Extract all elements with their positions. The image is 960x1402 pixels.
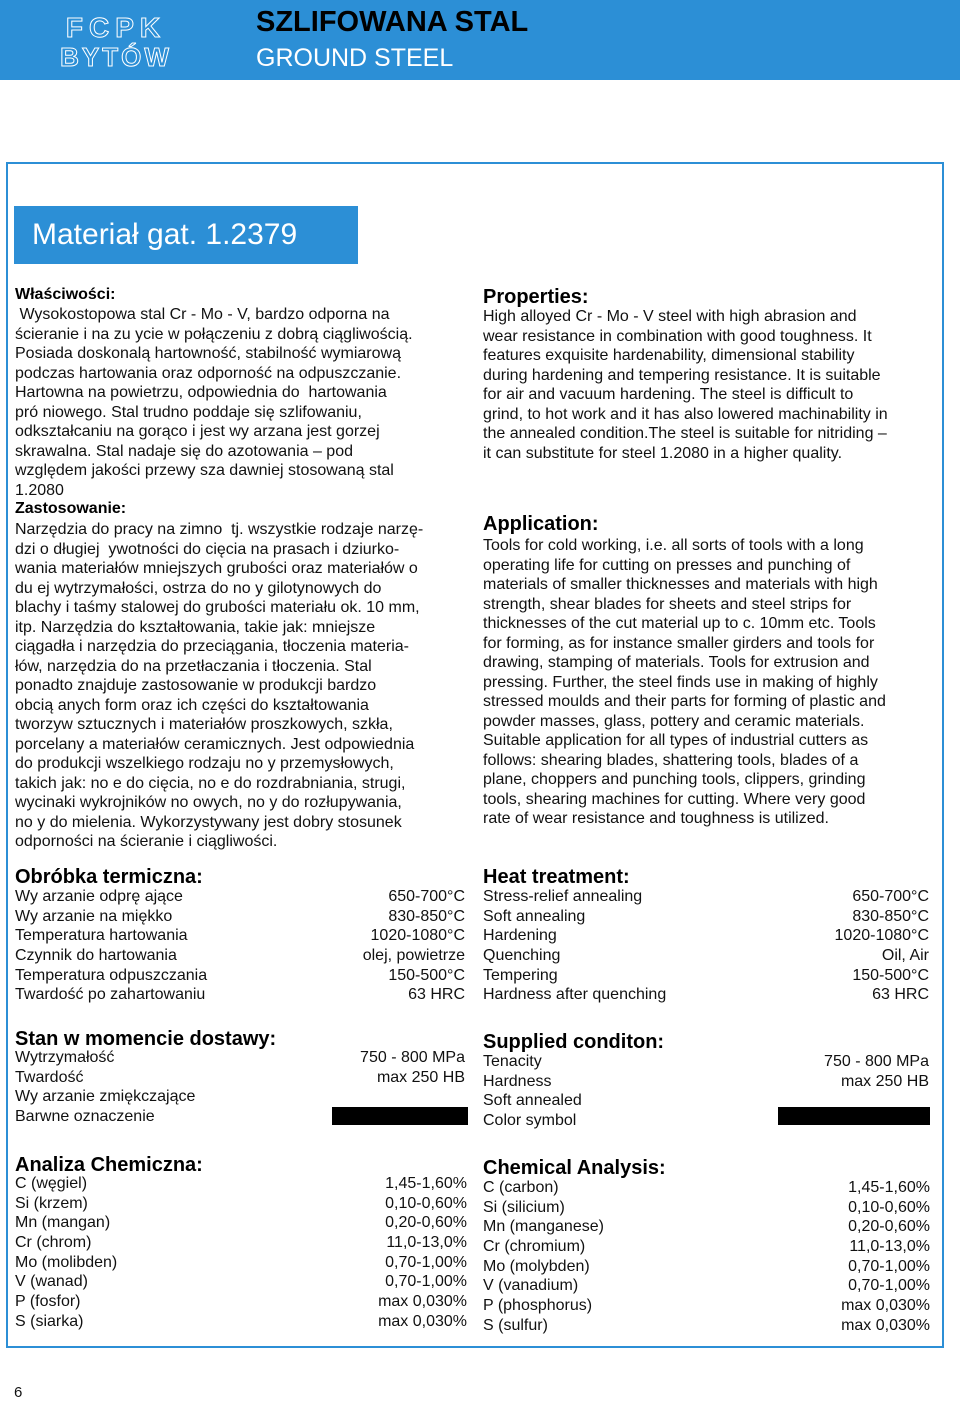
row-value: 1020-1080°C	[370, 927, 465, 945]
text-line: for forming, as for instance smaller girders and tools for	[483, 634, 875, 652]
table-row	[15, 1195, 467, 1215]
row-value: 63 HRC	[872, 986, 929, 1004]
table-row	[15, 1293, 467, 1313]
material-label: Materiał gat. 1.2379	[14, 206, 358, 264]
chem-heading-pl: Analiza Chemiczna:	[15, 1154, 203, 1176]
row-label: Cr (chrom)	[15, 1234, 92, 1252]
supply-heading-pl: Stan w momencie dostawy:	[15, 1028, 277, 1050]
text-line: pressing. Further, the steel finds use in making of highly	[483, 673, 878, 691]
row-label: S (sulfur)	[483, 1316, 548, 1334]
row-value: 0,70-1,00%	[848, 1277, 930, 1295]
row-value: 0,70-1,00%	[848, 1257, 930, 1275]
text-line: Suitable application for all types of industrial cutters as	[483, 732, 869, 749]
row-value: 0,20-0,60%	[848, 1218, 930, 1236]
text-line: tworzyw sztucznych i materiałów proszkowych, szkła,	[15, 716, 393, 733]
table-row	[15, 1234, 467, 1254]
properties-text-pl	[15, 305, 465, 500]
text-line: obcią anych form oraz ich części do kształtowania	[15, 696, 369, 714]
chem-table-pl	[15, 1175, 467, 1333]
row-value: 150-500°C	[388, 966, 465, 984]
row-value: 11,0-13,0%	[386, 1234, 467, 1252]
row-value: 63 HRC	[408, 986, 465, 1004]
row-label: Temperatura hartowania	[15, 927, 188, 945]
text-line: during hardening and tempering resistance. It is suitable	[483, 366, 881, 384]
row-label: Wytrzymałość	[15, 1049, 115, 1066]
row-value: 1,45-1,60%	[848, 1179, 930, 1196]
row-value: 0,70-1,00%	[385, 1273, 467, 1291]
text-line: 1.2080	[15, 481, 64, 499]
table-row	[483, 1218, 930, 1238]
chem-table-en	[483, 1179, 930, 1337]
table-row	[483, 927, 929, 947]
row-value: max 250 HB	[376, 1068, 465, 1086]
row-label: Twardość	[15, 1068, 84, 1086]
table-row	[483, 888, 929, 908]
row-label: Si (silicium)	[483, 1198, 565, 1216]
table-row	[483, 986, 929, 1006]
row-value: 1020-1080°C	[834, 927, 929, 945]
row-value: 0,70-1,00%	[385, 1253, 467, 1271]
row-label: Cr (chromium)	[483, 1238, 586, 1256]
row-label: Mn (manganese)	[483, 1218, 604, 1236]
text-line: względem jakości przewy sza dawniej stosowaną stal	[15, 462, 394, 479]
text-line: łów, narzędzia do na przetłaczania i tłoczenia. Stal	[15, 657, 372, 675]
row-label: Tenacity	[483, 1053, 542, 1070]
row-label: Mo (molibden)	[15, 1253, 118, 1271]
table-row	[483, 1277, 930, 1297]
row-label: Hardness	[483, 1072, 552, 1090]
text-line: Hartowna na powietrzu, odpowiednia do hartowania	[15, 384, 387, 401]
text-line: ciągadła i narzędzia do przeciągania, tłoczenia materia-	[15, 638, 409, 655]
row-label: Color symbol	[483, 1112, 577, 1130]
row-label: C (węgiel)	[15, 1175, 88, 1192]
table-row	[15, 1313, 467, 1333]
logo-line-1: FCPK	[65, 12, 167, 43]
text-line: tools, shearing machines for cutting. Where very good	[483, 790, 866, 808]
logo-line-2: BYTÓW	[60, 42, 172, 72]
text-line: operating life for cutting on presses and punching of	[483, 556, 851, 574]
row-label: Wy arzanie odprę ające	[15, 888, 183, 905]
row-label: Wy arzanie na miękko	[15, 907, 173, 925]
text-line: follows: shearing blades, shattering tools, blades of a	[483, 751, 859, 769]
page-number: 6	[14, 1384, 23, 1401]
row-value: 0,10-0,60%	[385, 1194, 467, 1212]
supply-heading-en: Supplied conditon:	[483, 1031, 665, 1053]
table-row	[15, 927, 465, 947]
row-value: Oil, Air	[881, 947, 929, 965]
row-label: Hardness after quenching	[483, 986, 667, 1004]
row-label: P (fosfor)	[15, 1293, 81, 1311]
heat-heading-pl: Obróbka termiczna:	[15, 866, 203, 888]
row-value: 830-850°C	[388, 907, 465, 925]
text-line: stressed moulds and their parts for forming of plastic and	[483, 693, 886, 710]
table-row	[483, 947, 929, 967]
text-line: itp. Narzędzia do kształtowania, takie jak: mniejsze	[15, 618, 376, 636]
page-title-pl: SZLIFOWANA STAL	[256, 6, 529, 38]
text-line: it can substitute for steel 1.2080 in a higher quality.	[483, 444, 843, 462]
row-label: Stress-relief annealing	[483, 888, 643, 905]
table-row	[483, 967, 929, 987]
row-value: 750 - 800 MPa	[360, 1049, 465, 1066]
row-label: Soft annealing	[483, 907, 586, 925]
row-label: Temperatura odpuszczania	[15, 966, 208, 984]
row-value: max 0,030%	[378, 1312, 467, 1330]
text-line: thicknesses of the cut material up to c. 10mm etc. Tools	[483, 615, 876, 632]
table-row	[483, 1317, 930, 1337]
row-value: 650-700°C	[388, 888, 465, 905]
table-row	[483, 1179, 930, 1199]
text-line: wycinaki wykrojników no owych, no y do rozłupywania,	[15, 794, 402, 811]
text-line: powder masses, glass, pottery and ceramic materials.	[483, 712, 865, 730]
text-line: materials of smaller thicknesses and materials with high	[483, 576, 878, 593]
text-line: ścieranie i na zu ycie w połączeniu z dobrą ciągliwością.	[15, 325, 413, 343]
color-symbol-swatch-pl	[332, 1107, 468, 1125]
row-label: P (phosphorus)	[483, 1297, 593, 1315]
properties-heading-pl: Właściwości:	[15, 286, 116, 303]
text-line: odporności na ścieranie i ciągliwości.	[15, 833, 278, 850]
row-value: 150-500°C	[852, 966, 929, 984]
row-label: Twardość po zahartowaniu	[15, 986, 206, 1004]
table-row	[15, 947, 465, 967]
table-row	[15, 908, 465, 928]
text-line: the annealed condition.The steel is suitable for nitriding –	[483, 425, 887, 442]
text-line: takich jak: no e do cięcia, no e do rozdrabniania, strugi,	[15, 774, 406, 792]
text-line: blachy i taśmy stalowej do grubości materiału ok. 10 mm,	[15, 599, 420, 616]
text-line: odkształcaniu na gorąco i jest wy arzana jest gorzej	[15, 423, 380, 440]
text-line: dzi o długiej ywotności do cięcia na prasach i dziurko-	[15, 540, 400, 558]
table-row	[483, 1199, 930, 1219]
company-logo	[28, 8, 204, 70]
text-line: no y do mielenia. Wykorzystywany jest dobry stosunek	[15, 813, 402, 831]
text-line: wania materiałów mniejszych grubości oraz materiałów o	[15, 560, 418, 577]
application-text-pl	[15, 520, 465, 852]
text-line: for air and vacuum hardening. The steel is difficult to	[483, 386, 854, 403]
row-label: Tempering	[483, 966, 558, 984]
row-label: Soft annealed	[483, 1092, 582, 1110]
text-line: porcelany a materiałów ceramicznych. Jest odpowiednia	[15, 735, 415, 753]
row-label: V (vanadium)	[483, 1277, 579, 1295]
row-value: max 0,030%	[378, 1293, 467, 1311]
table-row	[15, 1069, 465, 1089]
table-row	[483, 1238, 930, 1258]
row-value: 0,20-0,60%	[385, 1214, 467, 1232]
table-row	[15, 1214, 467, 1234]
table-row	[15, 1273, 467, 1293]
text-line: High alloyed Cr - Mo - V steel with high abrasion and	[483, 308, 857, 325]
row-value: 650-700°C	[852, 888, 929, 905]
text-line: ponadto znajduje zastosowanie w produkcji bardzo	[15, 677, 377, 694]
row-label: Quenching	[483, 947, 561, 965]
text-line: skrawalna. Stal nadaje się do azotowania – pod	[15, 442, 353, 460]
text-line: wear resistance in combination with good toughness. It	[483, 327, 872, 345]
row-value: 830-850°C	[852, 907, 929, 925]
properties-text-en	[483, 307, 933, 463]
table-row	[483, 1053, 929, 1073]
text-line: do produkcji wszelkiego rodzaju no y przemysłowych,	[15, 755, 394, 772]
row-value: max 0,030%	[841, 1316, 930, 1334]
color-symbol-swatch-en	[778, 1107, 930, 1125]
row-label: Hardening	[483, 927, 557, 945]
table-row	[483, 1258, 930, 1278]
application-text-en	[483, 536, 933, 829]
text-line: features exquisite hardenability, dimensional stability	[483, 347, 855, 364]
text-line: du ej wytrzymałości, ostrza do no y gilotynowych do	[15, 579, 382, 597]
table-row	[483, 1073, 929, 1093]
text-line: grind, to hot work and it has also lowered machinability in	[483, 405, 888, 423]
application-heading-en: Application:	[483, 513, 599, 535]
row-value: olej, powietrze	[362, 947, 465, 965]
text-line: drawing, stamping of materials. Tools for extrusion and	[483, 654, 870, 671]
table-row	[483, 1297, 930, 1317]
row-label: Barwne oznaczenie	[15, 1108, 155, 1126]
application-heading-pl: Zastosowanie:	[15, 500, 127, 517]
table-row	[483, 908, 929, 928]
row-value: max 0,030%	[841, 1297, 930, 1315]
text-line: strength, shear blades for sheets and steel strips for	[483, 595, 852, 613]
row-label: S (siarka)	[15, 1312, 84, 1330]
row-value: max 250 HB	[840, 1072, 929, 1090]
table-row	[15, 986, 465, 1006]
heat-table-en	[483, 888, 929, 1006]
chem-heading-en: Chemical Analysis:	[483, 1157, 666, 1179]
row-value: 750 - 800 MPa	[824, 1053, 929, 1070]
row-label: V (wanad)	[15, 1273, 88, 1291]
table-row	[15, 967, 465, 987]
text-line: rate of wear resistance and toughness is utilized.	[483, 810, 829, 827]
page-title-en: GROUND STEEL	[256, 44, 454, 72]
table-row	[15, 1254, 467, 1274]
row-value: 11,0-13,0%	[849, 1238, 930, 1256]
row-label: Mo (molybden)	[483, 1257, 590, 1275]
row-label: Czynnik do hartowania	[15, 947, 177, 965]
properties-heading-en: Properties:	[483, 286, 589, 308]
table-row	[15, 1175, 467, 1195]
text-line: pró niowego. Stal trudno poddaje się szlifowaniu,	[15, 403, 362, 421]
row-label: Si (krzem)	[15, 1194, 88, 1212]
row-label: Mn (mangan)	[15, 1214, 111, 1232]
text-line: podczas hartowania oraz odporność na odpuszczanie.	[15, 364, 402, 382]
heat-table-pl	[15, 888, 465, 1006]
table-row	[15, 1088, 465, 1108]
table-row	[15, 1049, 465, 1069]
row-label: C (carbon)	[483, 1179, 559, 1196]
text-line: plane, choppers and punching tools, clippers, grinding	[483, 771, 866, 788]
text-line: Wysokostopowa stal Cr - Mo - V, bardzo odporna na	[15, 306, 390, 323]
text-line: Tools for cold working, i.e. all sorts of tools with a long	[483, 537, 864, 554]
row-value: 1,45-1,60%	[385, 1175, 467, 1192]
heat-heading-en: Heat treatment:	[483, 866, 630, 888]
text-line: Narzędzia do pracy na zimno tj. wszystkie rodzaje narzę-	[15, 521, 424, 538]
text-line: Posiada doskonalą hartowność, stabilność wymiarową	[15, 345, 401, 362]
table-row	[15, 888, 465, 908]
row-label: Wy arzanie zmiękczające	[15, 1088, 196, 1106]
row-value: 0,10-0,60%	[848, 1198, 930, 1216]
